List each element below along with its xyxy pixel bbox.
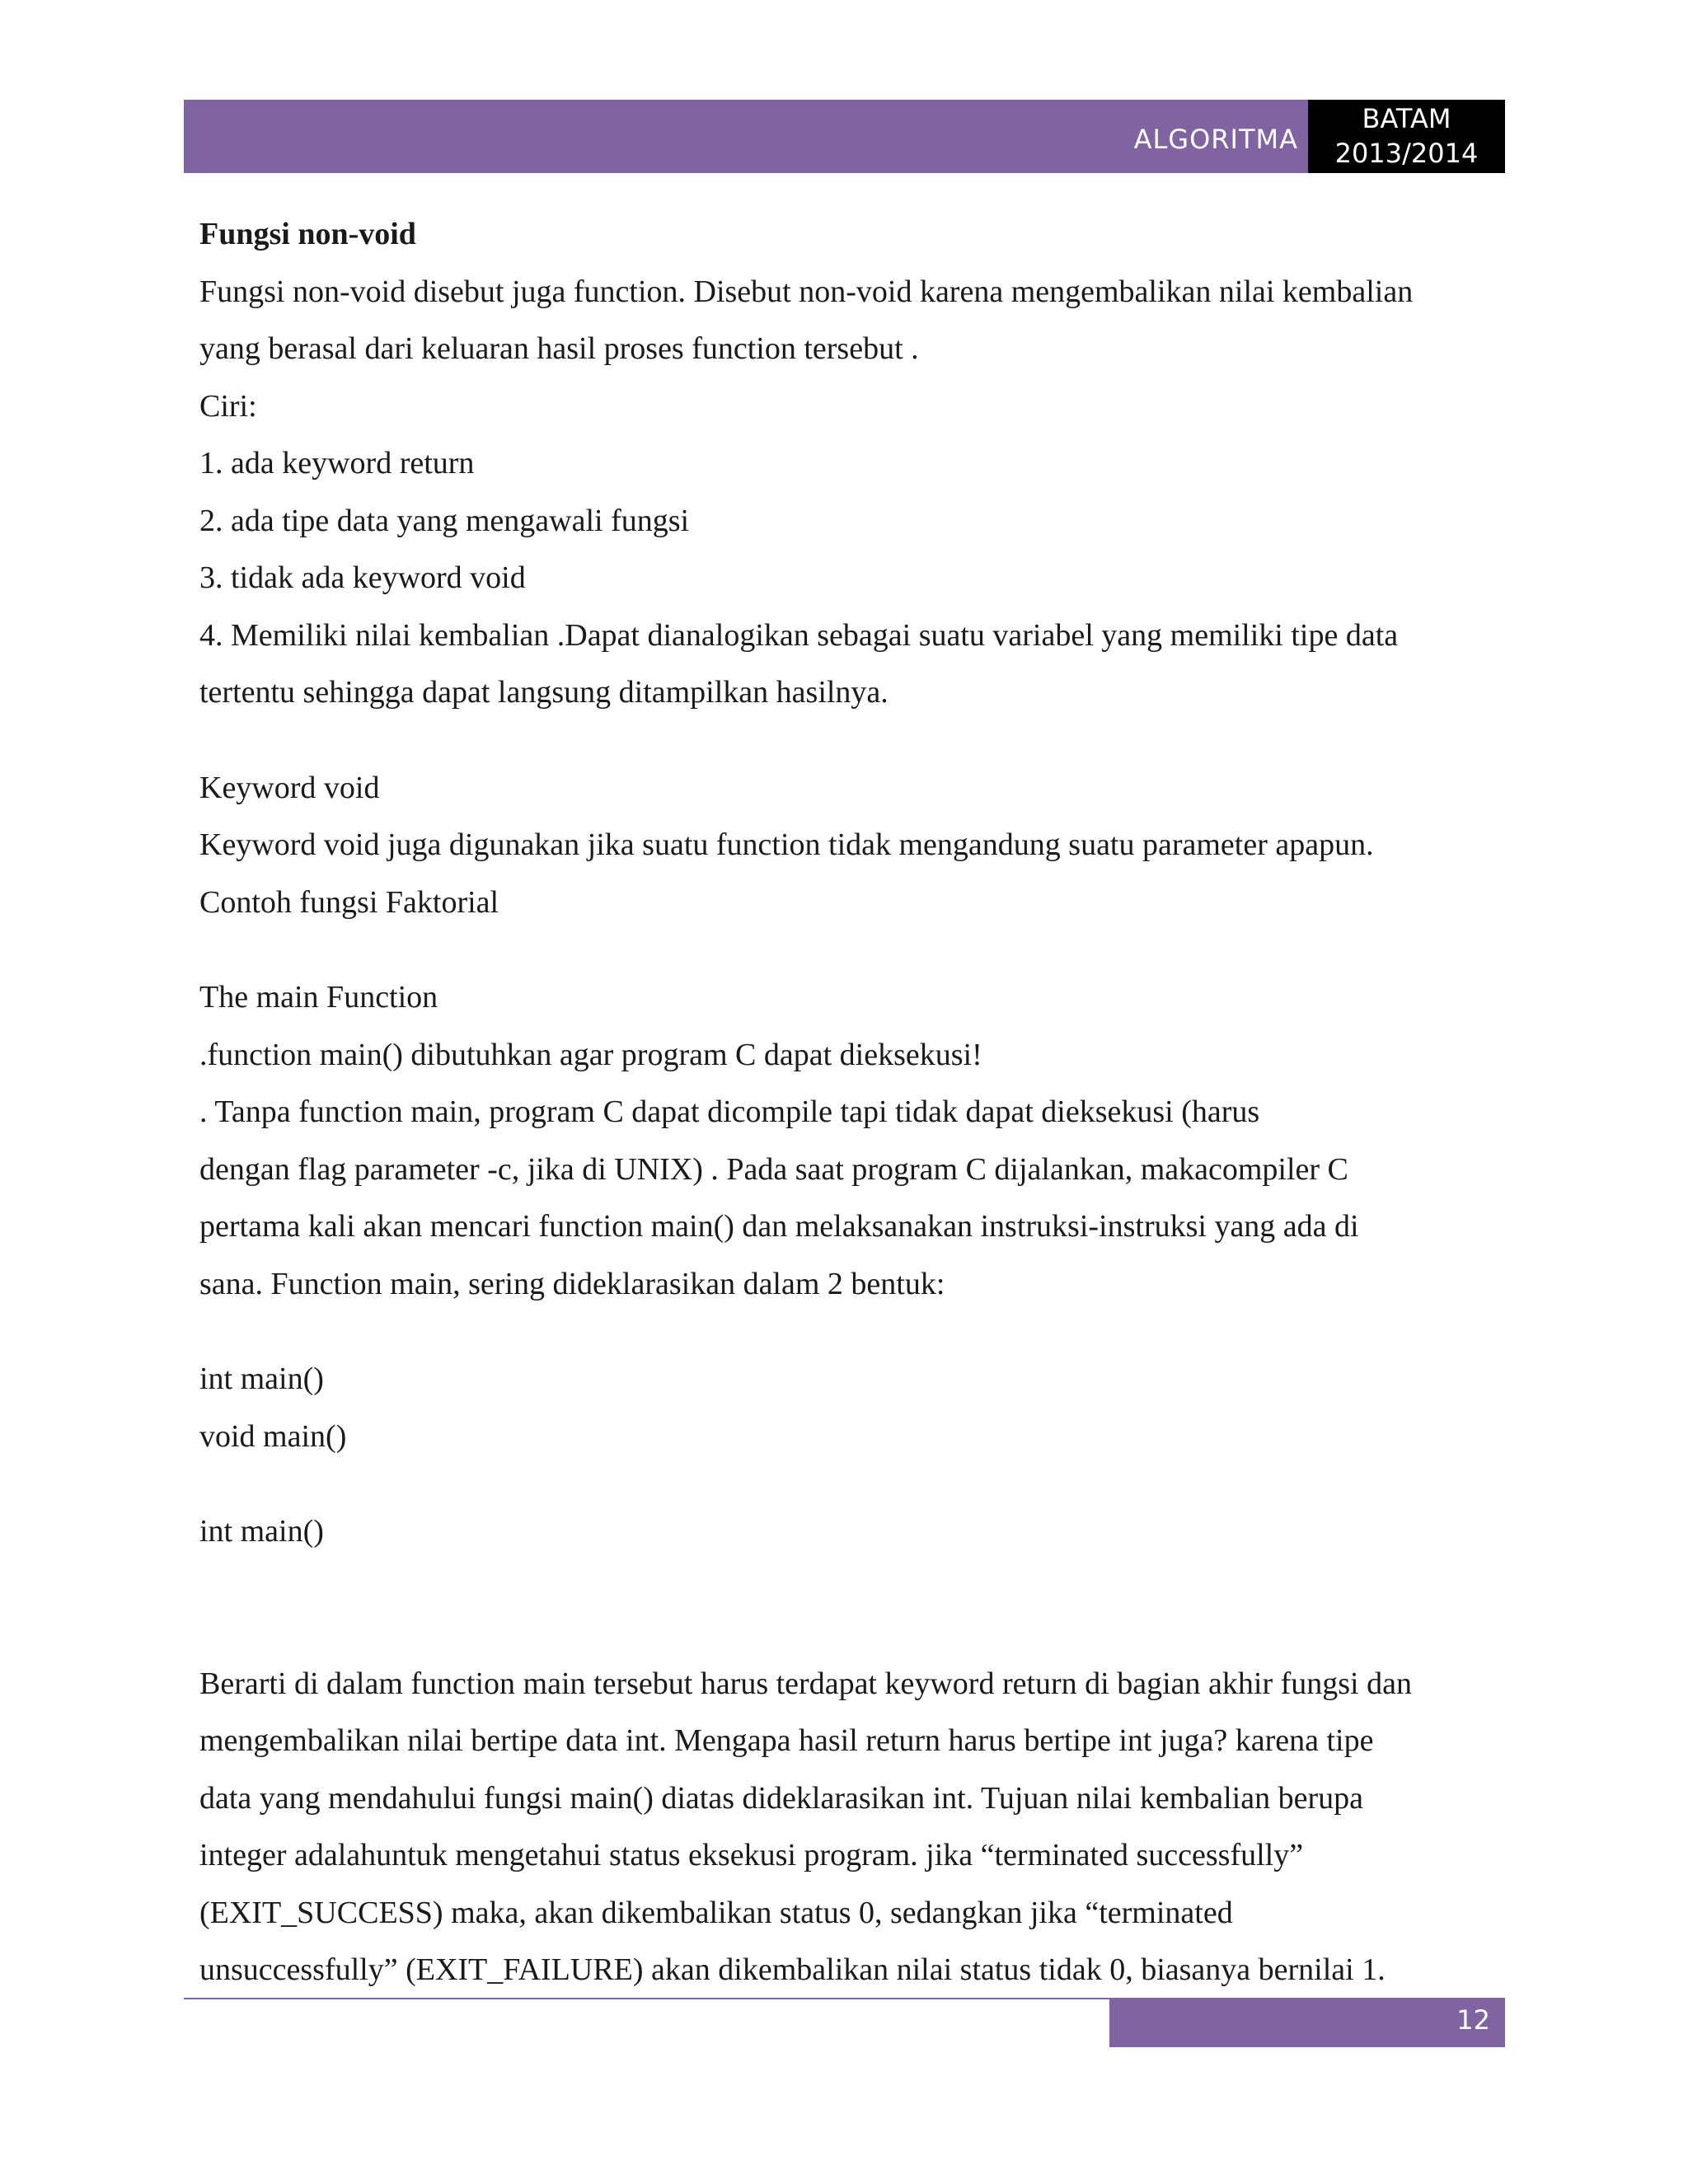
- paragraph-line: integer adalahuntuk mengetahui status eksekusi program. jika “terminated successfully”: [199, 1838, 1304, 1872]
- list-item: 1. ada keyword return: [199, 446, 475, 480]
- footer-page-box: [1109, 1998, 1505, 2047]
- header-year: 2013/2014: [1334, 138, 1479, 169]
- paragraph-line: pertama kali akan mencari function main() dan melaksanakan instruksi-instruksi yang ada di: [199, 1209, 1359, 1244]
- paragraph-line: sana. Function main, sering dideklarasikan dalam 2 bentuk:: [199, 1266, 945, 1301]
- paragraph-line: Berarti di dalam function main tersebut harus terdapat keyword return di bagian akhir fungsi dan: [199, 1666, 1412, 1701]
- paragraph-line: tertentu sehingga dapat langsung ditampilkan hasilnya.: [199, 675, 889, 710]
- paragraph-line: Contoh fungsi Faktorial: [199, 884, 499, 920]
- paragraph-line: . Tanpa function main, program C dapat dicompile tapi tidak dapat dieksekusi (harus: [199, 1094, 1260, 1129]
- paragraph-line: Fungsi non-void disebut juga function. Disebut non-void karena mengembalikan nilai kembalian: [199, 274, 1414, 309]
- list-item: 4. Memiliki nilai kembalian .Dapat dianalogikan sebagai suatu variabel yang memiliki tipe data: [199, 617, 1399, 653]
- list-item: 2. ada tipe data yang mengawali fungsi: [199, 503, 690, 538]
- subheading: The main Function: [199, 980, 438, 1015]
- header-band: [184, 100, 1308, 173]
- code-line: int main(): [199, 1514, 324, 1549]
- code-line: void main(): [199, 1418, 347, 1454]
- header-year-box: [1308, 100, 1505, 173]
- section-title: Fungsi non-void: [199, 217, 416, 251]
- paragraph-line: Keyword void juga digunakan jika suatu function tidak mengandung suatu parameter apapun.: [199, 827, 1374, 862]
- header-place: BATAM: [1362, 103, 1451, 134]
- paragraph-line: yang berasal dari keluaran hasil proses function tersebut .: [199, 331, 919, 366]
- paragraph-line: .function main() dibutuhkan agar program C dapat dieksekusi!: [199, 1037, 982, 1072]
- code-line: int main(): [199, 1361, 324, 1396]
- paragraph-line: dengan flag parameter -c, jika di UNIX) . Pada saat program C dijalankan, makacompiler C: [199, 1151, 1348, 1187]
- list-item: 3. tidak ada keyword void: [199, 560, 526, 595]
- page-number: 12: [1456, 2004, 1490, 2036]
- subheading: Keyword void: [199, 770, 380, 805]
- paragraph-line: data yang mendahului fungsi main() diatas dideklarasikan int. Tujuan nilai kembalian berupa: [199, 1780, 1363, 1816]
- page-content: [199, 206, 1502, 1999]
- paragraph-line: Ciri:: [199, 388, 257, 424]
- header-subject: ALGORITMA: [1133, 124, 1298, 155]
- paragraph-line: mengembalikan nilai bertipe data int. Mengapa hasil return harus bertipe int juga? karena tipe: [199, 1723, 1374, 1758]
- paragraph-line: unsuccessfully” (EXIT_FAILURE) akan dikembalikan nilai status tidak 0, biasanya bernilai 1.: [199, 1952, 1386, 1987]
- paragraph-line: (EXIT_SUCCESS) maka, akan dikembalikan status 0, sedangkan jika “terminated: [199, 1895, 1233, 1930]
